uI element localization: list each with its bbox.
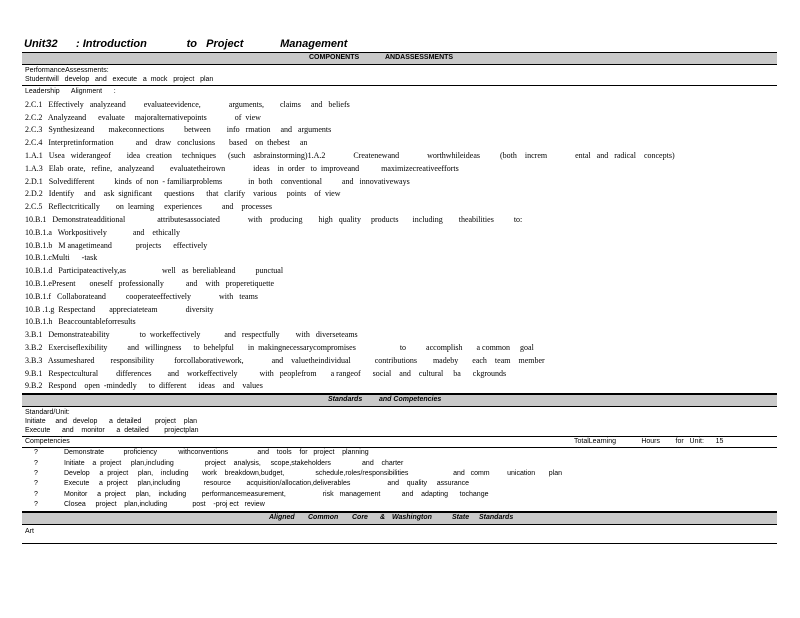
components-header-bar: COMPONENTS ANDASSESSMENTS: [22, 52, 777, 65]
aligned-standards-bar: Aligned Common Core & Washington State Standards: [22, 512, 777, 525]
leadership-row: 9.B.1 Respectcultural differences and workeffectively with peoplefrom a rangeof social and cultural ba ckgrounds: [25, 368, 507, 378]
leadership-row: 2.D.2 Identify and ask significant questions that clarify various points of view: [25, 189, 341, 199]
competency-item: ? Monitor a project plan, including performancemeasurement, risk management and adapting tochange: [22, 490, 777, 500]
leadership-row: 1.A.1 Usea widerangeof idea creation techniques (such asbrainstorming)1.A.2 Createnewand worthwhileideas (both increm ental and radical concepts): [25, 150, 675, 160]
bullet-glyph: ?: [34, 449, 38, 457]
leadership-row: 2.C.3 Synthesizeand makeconnections between info rmation and arguments: [25, 125, 332, 135]
bullet-glyph: ?: [34, 459, 38, 467]
competency-item: ? Develop a project plan, including work breakdown,budget, schedule,roles/responsibilities and comm unication plan: [22, 469, 777, 479]
leadership-row: 10.B.1.h Beaccountableforresults: [25, 317, 136, 327]
bullet-glyph: ?: [34, 469, 38, 477]
page-title: Unit32 : Introduction to Project Management: [24, 38, 348, 50]
leadership-row: 10.B.1 Demonstrateadditional attributesassociated with producing high quality products including theabilities to:: [25, 214, 523, 224]
competencies-heading: Competencies: [25, 438, 70, 446]
leadership-row: 2.C.2 Analyzeand evaluate majoralternativepoints of view: [25, 112, 261, 122]
standard-unit-line: Initiate and develop a detailed project plan: [25, 418, 197, 426]
competencies-section: [22, 437, 777, 511]
leadership-row: 3.B.2 Exerciseflexibility and willingness to behelpful in makingnecessarycompromises to accomplish a common goal: [25, 342, 534, 352]
competency-item: ? Initiate a project plan,including project analysis, scope,stakeholders and charter: [22, 459, 777, 469]
document-frame: [22, 52, 777, 544]
standards-competencies-bar: Standards and Competencies: [22, 394, 777, 407]
leadership-heading: Leadership Alignment :: [25, 88, 116, 95]
performance-text: Studentwill develop and execute a mock project plan: [25, 76, 214, 83]
leadership-row: 10.B.1.b M anagetimeand projects effectively: [25, 240, 208, 250]
performance-assessments-section: [22, 65, 777, 86]
leadership-row: 3.B.1 Demonstrateability to workeffectively and respectfully with diverseteams: [25, 330, 358, 340]
art-section: [22, 525, 777, 544]
leadership-row: 10.B.1.ePresent oneself professionally and with properetiquette: [25, 278, 275, 288]
leadership-row: 10.B .1.g Respectand appreciateteam diversity: [25, 304, 214, 314]
bullet-glyph: ?: [34, 490, 38, 498]
standard-unit-line: Execute and monitor a detailed projectplan: [25, 427, 199, 435]
leadership-row: 9.B.2 Respond open -mindedly to different ideas and values: [25, 381, 263, 391]
standard-unit-heading: Standard/Unit:: [25, 409, 70, 417]
competency-item: ? Closea project plan,including post -proj ect review: [22, 500, 777, 510]
performance-heading: PerformanceAssessments:: [25, 67, 109, 74]
total-learning-hours: TotalLearning Hours for Unit: 15: [574, 438, 724, 446]
leadership-row: 2.C.5 Reflectcritically on learning experiences and processes: [25, 202, 273, 212]
leadership-alignment-section: [22, 86, 777, 394]
competencies-header: [22, 437, 777, 448]
bullet-glyph: ?: [34, 501, 38, 509]
leadership-row: 10.B.1.f Collaborateand cooperateeffectively with teams: [25, 291, 258, 301]
leadership-row: 2.C.1 Effectively analyzeand evaluateevidence, arguments, claims and beliefs: [25, 99, 350, 109]
leadership-row: 2.C.4 Interpretinformation and draw conclusions based on thebest an: [25, 138, 308, 148]
leadership-row: 3.B.3 Assumeshared responsibility forcollaborativework, and valuetheindividual contributions madeby each team member: [25, 355, 545, 365]
standard-unit-section: [22, 407, 777, 437]
art-label: Art: [25, 527, 34, 535]
leadership-row: 10.B.1.a Workpositively and ethically: [25, 227, 180, 237]
leadership-row: 10.B.1.d Participateactively,as well as bereliableand punctual: [25, 266, 284, 276]
competency-item: ? Demonstrate proficiency withconventions and tools for project planning: [22, 448, 777, 458]
bullet-glyph: ?: [34, 480, 38, 488]
competency-item: ? Execute a project plan,including resource acquisition/allocation,deliverables and quality assurance: [22, 479, 777, 489]
leadership-row: 1.A.3 Elab orate, refine, analyzeand evaluatetheirown ideas in order to improveand maximizecreativeefforts: [25, 163, 459, 173]
leadership-row: 10.B.1.cMulti -task: [25, 253, 98, 263]
leadership-row: 2.D.1 Solvedifferent kinds of non - familiarproblems in both conventional and innovativeways: [25, 176, 410, 186]
